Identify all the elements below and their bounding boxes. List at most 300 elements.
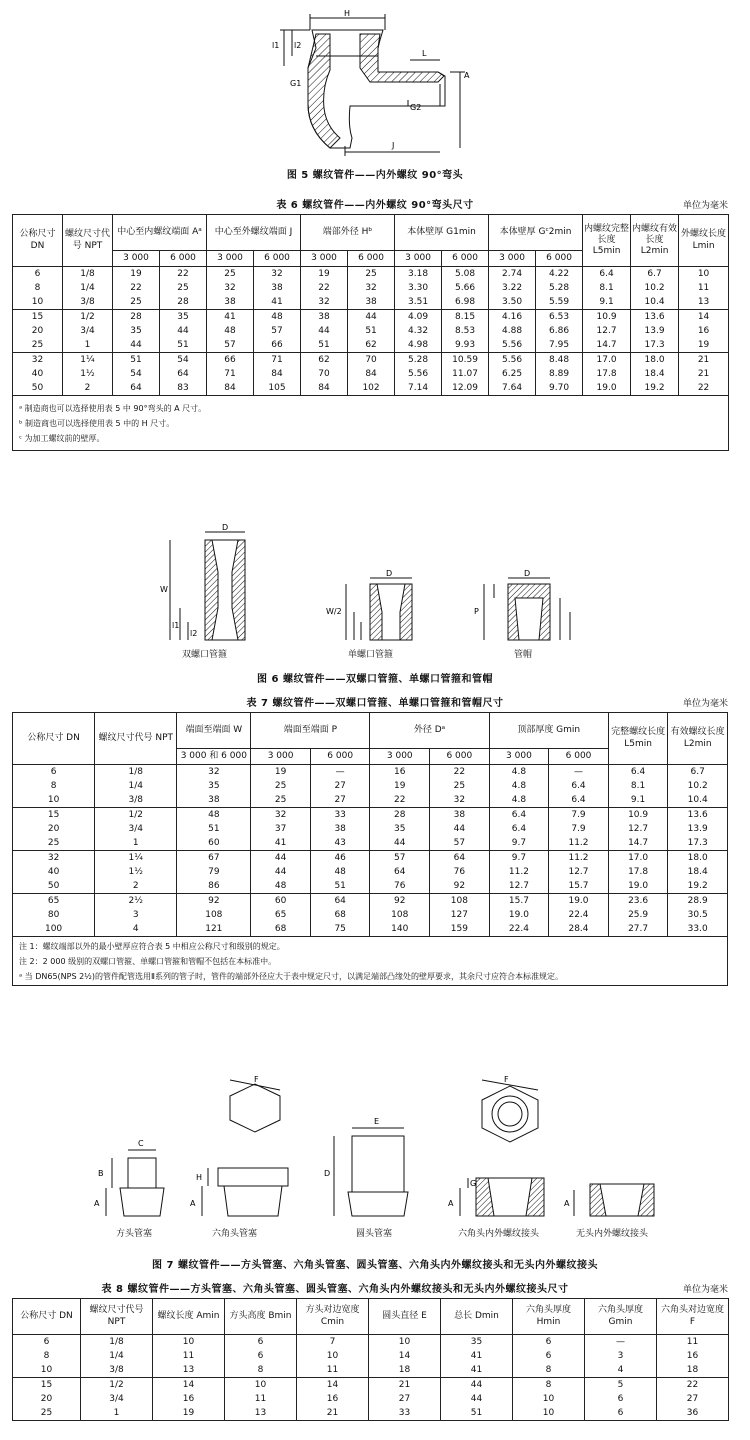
- cell-value: 6: [257, 1337, 264, 1347]
- cell-value: 41: [271, 297, 283, 307]
- cell-value: 21: [697, 355, 710, 365]
- cell-value: 11: [686, 1337, 699, 1347]
- fig6-sub-double: 双螺口管箍: [182, 650, 228, 660]
- table-cell-dn: [13, 310, 63, 353]
- fig7-sub-hex-bushing: 六角头内外螺纹接头: [458, 1229, 540, 1239]
- cell-value: 71: [271, 355, 283, 365]
- table-cell-npt: [95, 851, 177, 894]
- dim-label-c: C: [138, 1139, 144, 1148]
- cell-value: 44: [274, 867, 287, 877]
- cell-value: 25: [40, 1408, 53, 1418]
- cell-value: 17.3: [687, 838, 708, 848]
- cell-value: 54: [177, 355, 189, 365]
- cell-value: 12.09: [452, 383, 478, 393]
- cell-value: 64: [130, 383, 142, 393]
- th-class-6000: 6 000: [310, 749, 370, 765]
- table-cell-g23: [489, 267, 536, 310]
- cell-value: 10.4: [644, 297, 665, 307]
- cell-value: 4.8: [511, 767, 527, 777]
- cell-value: 25: [274, 781, 287, 791]
- cell-value: 15: [31, 312, 44, 322]
- cell-value: 46: [334, 853, 346, 863]
- cell-value: 4.98: [408, 340, 429, 350]
- table7-note-2: 注 2：2 000 级别的双螺口管箍、单螺口管箍和管帽不包括在本标准中。: [19, 956, 277, 966]
- cell-value: 8: [43, 1351, 50, 1361]
- table6-note-a: ᵃ 制造商也可以选择使用表 5 中 90°弯头的 A 尺寸。: [19, 403, 207, 413]
- cell-value: 100: [44, 924, 63, 934]
- cell-value: 17.8: [628, 867, 649, 877]
- dim-label-b: B: [98, 1169, 104, 1178]
- cell-value: 51: [318, 340, 330, 350]
- table-cell-g26: [536, 353, 583, 396]
- cell-value: 6: [34, 269, 41, 279]
- cell-value: 1¼: [80, 355, 95, 365]
- table-cell-f: [657, 1335, 729, 1378]
- cell-value: 7.95: [549, 340, 570, 350]
- cell-value: 48: [334, 867, 346, 877]
- cell-value: 27: [686, 1394, 699, 1404]
- cell-value: 35: [208, 781, 220, 791]
- cell-value: 11: [326, 1365, 339, 1375]
- cell-value: 16: [697, 326, 710, 336]
- cell-value: 11.2: [568, 853, 589, 863]
- cell-value: 6.53: [549, 312, 570, 322]
- cell-value: 17.3: [644, 340, 665, 350]
- th-class-3000: 3 000: [301, 251, 348, 267]
- table6-unit: 单位为毫米: [682, 201, 728, 211]
- table-cell-g23: [489, 310, 536, 353]
- cell-value: 28: [130, 312, 142, 322]
- table7-body: [13, 765, 728, 937]
- th-a: 中心至内螺纹端面 Aᵃ: [113, 215, 207, 251]
- table-cell-dn: [13, 894, 95, 937]
- cell-value: 19.2: [687, 881, 708, 891]
- cell-value: 10: [31, 297, 44, 307]
- cell-value: 8.15: [455, 312, 476, 322]
- table7-notes: [13, 937, 728, 986]
- dim-label-l1: l1: [172, 621, 180, 630]
- table-cell-l2: [631, 353, 679, 396]
- th-g2: 本体壁厚 Gᶜ2min: [489, 215, 583, 251]
- fig6-caption: 图 6 螺纹管件——双螺口管箍、单螺口管箍和管帽: [257, 674, 493, 685]
- cell-value: 6.7: [647, 269, 662, 279]
- cell-value: 38: [318, 312, 330, 322]
- cell-value: 25: [224, 269, 236, 279]
- cell-value: 10.9: [596, 312, 617, 322]
- cell-value: 16: [182, 1394, 195, 1404]
- table-cell-g26: [536, 310, 583, 353]
- cell-value: 68: [274, 924, 287, 934]
- fig5-caption: 图 5 螺纹管件——内外螺纹 90°弯头: [286, 170, 464, 181]
- fig7-caption: 图 7 螺纹管件——方头管塞、六角头管塞、圆头管塞、六角头内外螺纹接头和无头内外螺纹接头: [152, 1260, 598, 1271]
- cell-value: 32: [274, 810, 287, 820]
- th-d: 总长 Dmin: [441, 1299, 513, 1335]
- table-cell-a3: [113, 267, 160, 310]
- cell-value: 14: [697, 312, 710, 322]
- table-cell-d3: [370, 765, 430, 808]
- cell-value: 41: [274, 838, 287, 848]
- cell-value: 17.0: [628, 853, 649, 863]
- cell-value: 18.4: [644, 369, 665, 379]
- table-cell-d: [441, 1335, 513, 1378]
- cell-value: 14.7: [596, 340, 617, 350]
- th-p: 端面至端面 P: [251, 713, 370, 749]
- cell-value: 1¼: [128, 853, 143, 863]
- table-cell-g16: [442, 353, 489, 396]
- cell-value: 17.0: [596, 355, 617, 365]
- th-d: 外径 Dᵃ: [370, 713, 489, 749]
- cell-value: 7.9: [571, 810, 586, 820]
- cell-value: 7.9: [571, 824, 586, 834]
- table-cell-dn: [13, 1335, 81, 1378]
- cell-value: 38: [334, 824, 346, 834]
- table-row-group: [13, 267, 729, 310]
- cell-value: 13.9: [644, 326, 665, 336]
- cell-value: 6: [545, 1351, 552, 1361]
- th-dn: 公称尺寸 DN: [13, 713, 95, 765]
- th-g: 六角头厚度 Gmin: [585, 1299, 657, 1335]
- table-cell-g13: [395, 353, 442, 396]
- fig6-sub-cap: 管帽: [514, 650, 533, 660]
- cell-value: 23.6: [628, 896, 649, 906]
- cell-value: 9.1: [599, 297, 614, 307]
- table-cell-b: [225, 1378, 297, 1421]
- cell-value: 3/8: [128, 795, 143, 805]
- cell-value: 19: [318, 269, 330, 279]
- table-cell-g6: [549, 808, 609, 851]
- cell-value: 3/8: [80, 297, 95, 307]
- th-npt: 螺纹尺寸代号 NPT: [63, 215, 113, 267]
- table-cell-l2: [668, 894, 728, 937]
- cell-value: 28: [394, 810, 406, 820]
- cell-value: 35: [130, 326, 142, 336]
- cell-value: —: [616, 1337, 625, 1347]
- table-cell-g: [585, 1335, 657, 1378]
- cell-value: 3/4: [128, 824, 143, 834]
- cell-value: 108: [205, 910, 223, 920]
- table-cell-b: [225, 1335, 297, 1378]
- cell-value: 19.0: [568, 896, 589, 906]
- table-cell-l2: [668, 851, 728, 894]
- cell-value: 12.7: [508, 881, 529, 891]
- cell-value: 6: [545, 1337, 552, 1347]
- cell-value: 33: [398, 1408, 411, 1418]
- fig5-elbow-drawing: [260, 8, 490, 158]
- cell-value: 79: [208, 867, 220, 877]
- cell-value: 6.4: [511, 824, 527, 834]
- cell-value: 25: [274, 795, 287, 805]
- cell-value: 76: [394, 881, 406, 891]
- cell-value: 18: [398, 1365, 411, 1375]
- cell-value: 25: [130, 297, 142, 307]
- table-cell-g13: [395, 267, 442, 310]
- cell-value: 6.4: [571, 781, 586, 791]
- cell-value: 8: [34, 283, 41, 293]
- cell-value: 10: [182, 1337, 195, 1347]
- table-cell-g6: [549, 851, 609, 894]
- table-cell-d6: [430, 808, 490, 851]
- cell-value: 32: [47, 853, 60, 863]
- cell-value: 6: [50, 767, 57, 777]
- th-g: 顶部厚度 Gmin: [489, 713, 608, 749]
- cell-value: 27: [334, 795, 346, 805]
- cell-value: 1/2: [109, 1380, 124, 1390]
- cell-value: 65: [274, 910, 287, 920]
- table-row-group: [13, 851, 728, 894]
- cell-value: 3.22: [502, 283, 523, 293]
- th-a: 螺纹长度 Amin: [153, 1299, 225, 1335]
- cell-value: 38: [453, 810, 466, 820]
- dim-label-f: F: [504, 1076, 509, 1084]
- table6-title: 表 6 螺纹管件——内外螺纹 90°弯头尺寸: [276, 200, 474, 211]
- table-cell-g16: [442, 267, 489, 310]
- cell-value: 13: [697, 297, 710, 307]
- cell-value: 16: [326, 1394, 339, 1404]
- cell-value: 5.56: [502, 340, 523, 350]
- cell-value: 1/8: [128, 767, 143, 777]
- table6-body: [13, 267, 729, 396]
- cell-value: 22: [177, 269, 189, 279]
- table-cell-c: [297, 1378, 369, 1421]
- cell-value: 65: [47, 896, 60, 906]
- table-cell-a6: [160, 353, 207, 396]
- cell-value: 19: [697, 340, 710, 350]
- table-cell-g3: [489, 765, 549, 808]
- table-row-group: [13, 1378, 729, 1421]
- th-class-6000: 6 000: [442, 251, 489, 267]
- cell-value: 1/4: [109, 1351, 124, 1361]
- th-h: 端部外径 Hᵇ: [301, 215, 395, 251]
- th-w: 端面至端面 W: [177, 713, 251, 749]
- fig6-drawing: [150, 522, 580, 657]
- cell-value: 10.2: [687, 781, 708, 791]
- table-cell-d6: [430, 894, 490, 937]
- cell-value: 8.48: [549, 355, 570, 365]
- table-cell-a3: [113, 353, 160, 396]
- dim-label-l1: l1: [272, 41, 280, 50]
- table-cell-j6: [254, 310, 301, 353]
- cell-value: 6.7: [690, 767, 705, 777]
- cell-value: 8: [545, 1380, 552, 1390]
- cell-value: 28.4: [568, 924, 589, 934]
- cell-value: 8.89: [549, 369, 570, 379]
- table-cell-l2: [631, 310, 679, 353]
- cell-value: 5.08: [455, 269, 476, 279]
- cell-value: 57: [271, 326, 283, 336]
- cell-value: 1/4: [128, 781, 143, 791]
- cell-value: 10: [40, 1365, 53, 1375]
- cell-value: 51: [365, 326, 377, 336]
- cell-value: 48: [224, 326, 236, 336]
- table-cell-npt: [95, 894, 177, 937]
- cell-value: 1: [113, 1408, 120, 1418]
- cell-value: 6.98: [455, 297, 476, 307]
- cell-value: 3.50: [502, 297, 523, 307]
- table-cell-p6: [310, 765, 370, 808]
- cell-value: 10: [326, 1351, 339, 1361]
- cell-value: 5.28: [408, 355, 429, 365]
- th-l2: 内螺纹有效长度 L2min: [631, 215, 679, 267]
- cell-value: 102: [362, 383, 380, 393]
- table7-note-a: ᵃ 当 DN65(NPS 2½)的管件配管选用Ⅱ系列的管子时，管件的端部外径应大于表中规定尺寸，以满足端部凸缘处的壁厚要求，其余尺寸应符合本标准规定。: [19, 971, 563, 981]
- cell-value: 19: [394, 781, 406, 791]
- cell-value: 2½: [128, 896, 143, 906]
- cell-value: 84: [318, 383, 330, 393]
- cell-value: 8.1: [599, 283, 614, 293]
- table-cell-l2: [668, 808, 728, 851]
- table-cell-g26: [536, 267, 583, 310]
- th-class-3000: 3 000: [207, 251, 254, 267]
- cell-value: 8: [257, 1365, 264, 1375]
- cell-value: 27: [398, 1394, 411, 1404]
- table6-note-b: ᵇ 制造商也可以选择使用表 5 中的 H 尺寸。: [19, 418, 175, 428]
- cell-value: 13.6: [687, 810, 708, 820]
- cell-value: 10: [47, 795, 60, 805]
- cell-value: 9.7: [511, 853, 527, 863]
- table-cell-d6: [430, 765, 490, 808]
- cell-value: 62: [365, 340, 377, 350]
- table-cell-w: [177, 765, 251, 808]
- table-row-group: [13, 894, 728, 937]
- cell-value: 13: [254, 1408, 267, 1418]
- cell-value: 15.7: [568, 881, 589, 891]
- cell-value: 70: [365, 355, 377, 365]
- cell-value: 35: [470, 1337, 483, 1347]
- table-cell-npt: [95, 808, 177, 851]
- cell-value: 22.4: [568, 910, 589, 920]
- table-row-group: [13, 808, 728, 851]
- th-class-6000: 6 000: [430, 749, 490, 765]
- th-class-6000: 6 000: [549, 749, 609, 765]
- dim-label-h: H: [196, 1173, 203, 1182]
- cell-value: 27: [334, 781, 346, 791]
- cell-value: 4.88: [502, 326, 523, 336]
- dim-label-d: D: [324, 1169, 331, 1178]
- table7-unit: 单位为毫米: [682, 699, 728, 709]
- table-row-group: [13, 1335, 729, 1378]
- cell-value: 4: [132, 924, 139, 934]
- cell-value: 10.2: [644, 283, 665, 293]
- cell-value: 1/4: [80, 283, 95, 293]
- table-cell-c: [297, 1335, 369, 1378]
- table-cell-h6: [348, 353, 395, 396]
- cell-value: 1½: [128, 867, 143, 877]
- cell-value: 25: [453, 781, 466, 791]
- table-cell-npt: [95, 765, 177, 808]
- cell-value: 18.4: [687, 867, 708, 877]
- table-cell-npt: [63, 310, 113, 353]
- cell-value: 22.4: [508, 924, 529, 934]
- th-dn: 公称尺寸 DN: [13, 1299, 81, 1335]
- cell-value: 21: [326, 1408, 339, 1418]
- table-cell-dn: [13, 765, 95, 808]
- cell-value: 38: [271, 283, 283, 293]
- cell-value: 19: [182, 1408, 195, 1418]
- cell-value: 57: [224, 340, 236, 350]
- cell-value: 6.4: [571, 795, 586, 805]
- table-cell-dn: [13, 851, 95, 894]
- cell-value: —: [574, 767, 583, 777]
- cell-value: 13: [182, 1365, 195, 1375]
- cell-value: 32: [318, 297, 330, 307]
- cell-value: 18.0: [687, 853, 708, 863]
- table-cell-g3: [489, 851, 549, 894]
- cell-value: 6.4: [511, 810, 527, 820]
- cell-value: 22: [394, 795, 406, 805]
- cell-value: 33.0: [687, 924, 708, 934]
- table-cell-p6: [310, 851, 370, 894]
- cell-value: 14: [398, 1351, 411, 1361]
- cell-value: 7.14: [408, 383, 429, 393]
- cell-value: 4.8: [511, 795, 527, 805]
- table-cell-j6: [254, 267, 301, 310]
- cell-value: 51: [130, 355, 142, 365]
- cell-value: 33: [334, 810, 346, 820]
- dim-label-l: L: [422, 49, 427, 58]
- dim-label-d: D: [222, 523, 229, 532]
- table6: [12, 214, 729, 451]
- dim-label-h: H: [344, 9, 351, 18]
- cell-value: 5.56: [408, 369, 429, 379]
- cell-value: 10.4: [687, 795, 708, 805]
- cell-value: 67: [208, 853, 220, 863]
- cell-value: 2: [132, 881, 139, 891]
- table8-unit: 单位为毫米: [682, 1285, 728, 1295]
- cell-value: 32: [31, 355, 44, 365]
- dim-label-j: J: [392, 141, 395, 150]
- cell-value: 6: [617, 1394, 624, 1404]
- table-cell-j6: [254, 353, 301, 396]
- cell-value: 14: [326, 1380, 339, 1390]
- cell-value: 38: [208, 795, 220, 805]
- cell-value: 50: [31, 383, 44, 393]
- cell-value: 25.9: [628, 910, 649, 920]
- cell-value: 32: [208, 767, 220, 777]
- cell-value: 48: [271, 312, 283, 322]
- cell-value: 5.59: [549, 297, 570, 307]
- cell-value: 11.07: [452, 369, 478, 379]
- cell-value: 5.56: [502, 355, 523, 365]
- th-l4: 外螺纹长度 Lmin: [679, 215, 729, 267]
- cell-value: 70: [318, 369, 330, 379]
- cell-value: 6.25: [502, 369, 523, 379]
- table-cell-d3: [370, 851, 430, 894]
- dim-label-l2: l2: [190, 629, 198, 638]
- cell-value: 11: [697, 283, 710, 293]
- cell-value: 9.7: [511, 838, 527, 848]
- table-cell-g: [585, 1378, 657, 1421]
- cell-value: 3: [132, 910, 139, 920]
- cell-value: 19: [130, 269, 142, 279]
- cell-value: 2: [84, 383, 91, 393]
- cell-value: 10: [398, 1337, 411, 1347]
- table-cell-npt: [81, 1335, 153, 1378]
- cell-value: 16: [686, 1351, 699, 1361]
- cell-value: 2.74: [502, 269, 523, 279]
- cell-value: 19.0: [628, 881, 649, 891]
- table-cell-d3: [370, 894, 430, 937]
- cell-value: 17.8: [596, 369, 617, 379]
- cell-value: 44: [274, 853, 287, 863]
- cell-value: 121: [205, 924, 223, 934]
- th-class-6000: 6 000: [160, 251, 207, 267]
- cell-value: 127: [450, 910, 468, 920]
- cell-value: 84: [224, 383, 236, 393]
- table7-note-1: 注 1：螺纹端部以外的最小壁厚应符合表 5 中相应公称尺寸和级别的规定。: [19, 941, 285, 951]
- th-dn: 公称尺寸 DN: [13, 215, 63, 267]
- cell-value: 54: [130, 369, 142, 379]
- cell-value: 51: [208, 824, 220, 834]
